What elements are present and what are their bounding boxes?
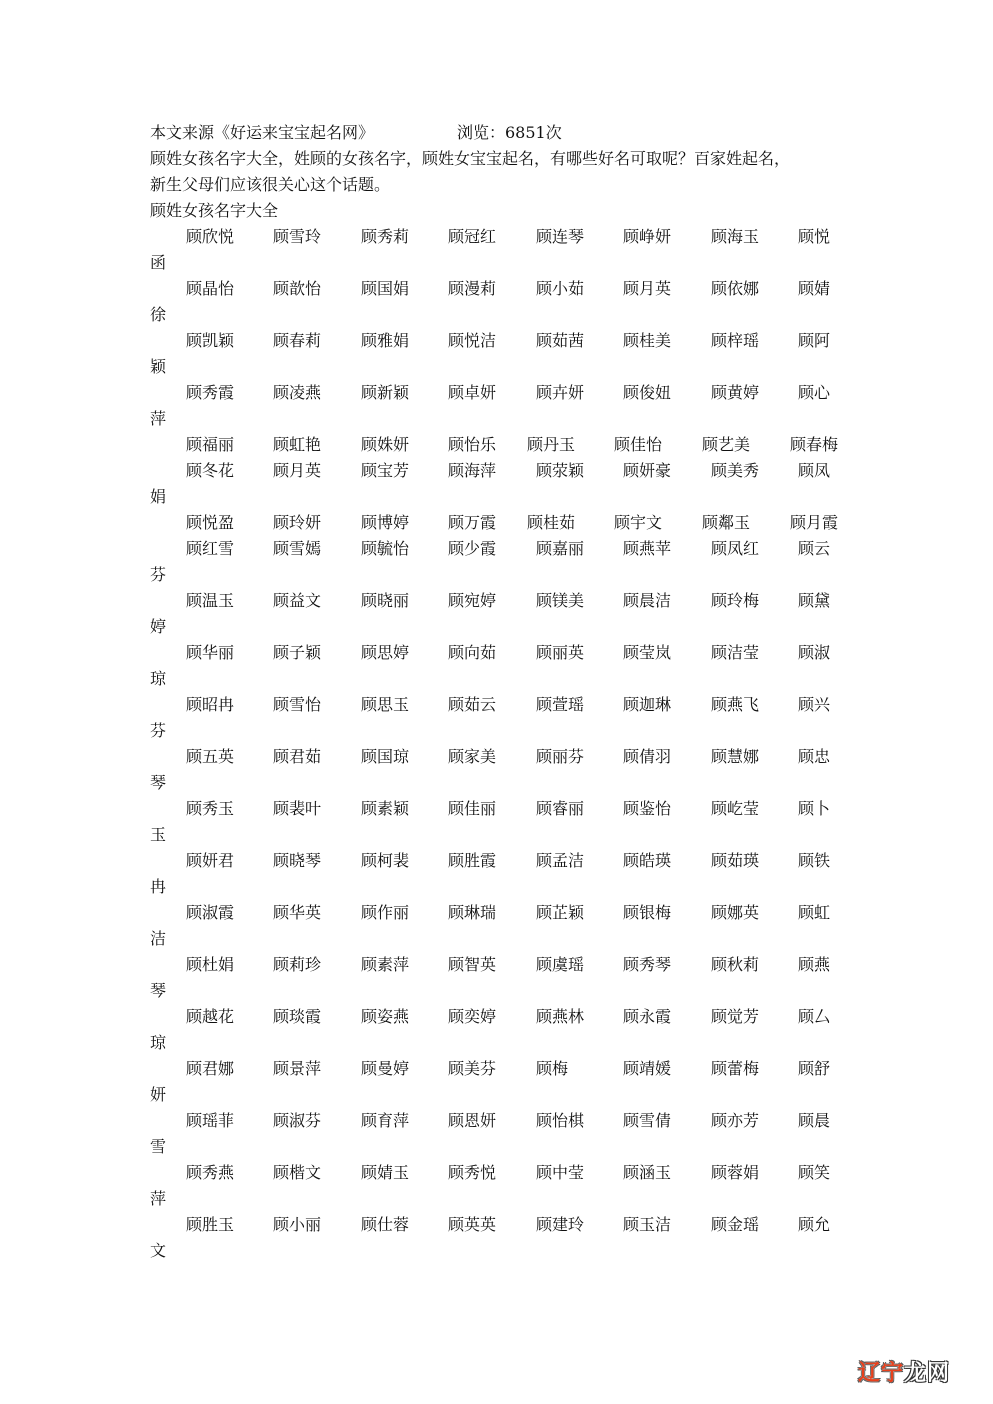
name-item: 顾雪怡 — [273, 695, 322, 714]
name-row — [0, 1160, 993, 1208]
name-row — [0, 432, 993, 458]
name-item: 顾燕琴 — [150, 955, 831, 1000]
name-item: 顾虹艳 — [273, 435, 322, 454]
name-item: 顾子颖 — [273, 643, 322, 662]
name-item: 顾允文 — [150, 1215, 831, 1260]
name-item: 顾鄰玉 — [702, 513, 751, 532]
name-item: 顾昭冉 — [186, 695, 235, 714]
name-item: 顾丹玉 — [527, 435, 576, 454]
name-item: 顾屹莹 — [711, 799, 760, 818]
name-item: 顾晓琴 — [273, 851, 322, 870]
name-item: 顾淑琼 — [150, 643, 831, 688]
name-item: 顾孟洁 — [536, 851, 585, 870]
name-item: 顾冠红 — [448, 227, 497, 246]
name-item: 顾奕婷 — [448, 1007, 497, 1026]
name-item: 顾思玉 — [361, 695, 410, 714]
name-item: 顾玲妍 — [273, 513, 322, 532]
name-item: 顾桂美 — [623, 331, 672, 350]
name-item: 顾小丽 — [273, 1215, 322, 1234]
name-row — [0, 588, 993, 636]
name-item: 顾仕蓉 — [361, 1215, 410, 1234]
name-item: 顾镁美 — [536, 591, 585, 610]
name-row — [0, 380, 993, 428]
name-item: 顾杜娟 — [186, 955, 235, 974]
name-item: 顾凤娟 — [150, 461, 831, 506]
section-title: 顾姓女孩名字大全 — [150, 201, 279, 220]
name-row — [0, 536, 993, 584]
view-count: 浏览：6851次 — [457, 123, 562, 142]
source-line — [150, 120, 562, 146]
name-item: 顾觉芳 — [711, 1007, 760, 1026]
name-item: 顾万霞 — [448, 513, 497, 532]
name-item: 顾悦洁 — [448, 331, 497, 350]
name-item: 顾婧徐 — [150, 279, 831, 324]
name-item: 顾恩妍 — [448, 1111, 497, 1130]
name-item: 顾燕苹 — [623, 539, 672, 558]
name-item: 顾悦盈 — [186, 513, 235, 532]
name-item: 顾毓怡 — [361, 539, 410, 558]
name-row — [0, 276, 993, 324]
name-item: 顾雪嫣 — [273, 539, 322, 558]
name-item: 顾妍豪 — [623, 461, 672, 480]
name-item: 顾虹洁 — [150, 903, 831, 948]
name-item: 顾华丽 — [186, 643, 235, 662]
name-item: 顾妍君 — [186, 851, 235, 870]
name-item: 顾玉洁 — [623, 1215, 672, 1234]
name-item: 顾云芬 — [150, 539, 831, 584]
name-item: 顾皓瑛 — [623, 851, 672, 870]
name-item: 顾佳丽 — [448, 799, 497, 818]
name-item: 顾君茹 — [273, 747, 322, 766]
name-item: 顾艺美 — [702, 435, 751, 454]
name-item: 顾秀琴 — [623, 955, 672, 974]
name-item: 顾洁莹 — [711, 643, 760, 662]
intro-line-2: 新生父母们应该很关心这个话题。 — [150, 175, 391, 194]
name-item: 顾晨雪 — [150, 1111, 831, 1156]
name-item: 顾黄婷 — [711, 383, 760, 402]
name-row — [0, 1212, 993, 1260]
name-item: 顾楷文 — [273, 1163, 322, 1182]
name-item: 顾海玉 — [711, 227, 760, 246]
name-row — [0, 952, 993, 1000]
name-item: 顾鉴怡 — [623, 799, 672, 818]
name-item: 顾婧玉 — [361, 1163, 410, 1182]
name-item: 顾雪玲 — [273, 227, 322, 246]
name-item: 顾俊妞 — [623, 383, 672, 402]
name-item: 顾春莉 — [273, 331, 322, 350]
name-item: 顾莹岚 — [623, 643, 672, 662]
name-item: 顾睿丽 — [536, 799, 585, 818]
name-item: 顾亦芳 — [711, 1111, 760, 1130]
name-item: 顾茹茜 — [536, 331, 585, 350]
name-item: 顾金瑶 — [711, 1215, 760, 1234]
name-item: 顾秀燕 — [186, 1163, 235, 1182]
name-item: 顾胜玉 — [186, 1215, 235, 1234]
name-item: 顾燕飞 — [711, 695, 760, 714]
name-item: 顾作丽 — [361, 903, 410, 922]
name-item: 顾芷颖 — [536, 903, 585, 922]
name-item: 顾晶怡 — [186, 279, 235, 298]
name-item: 顾春梅 — [790, 435, 839, 454]
name-item: 顾琳瑞 — [448, 903, 497, 922]
name-item: 顾英英 — [448, 1215, 497, 1234]
name-item: 顾越花 — [186, 1007, 235, 1026]
name-row — [0, 744, 993, 792]
name-item: 顾靖媛 — [623, 1059, 672, 1078]
name-item: 顾曼婷 — [361, 1059, 410, 1078]
name-row — [0, 848, 993, 896]
name-item: 顾黛婷 — [150, 591, 831, 636]
name-item: 顾秀悦 — [448, 1163, 497, 1182]
name-item: 顾五英 — [186, 747, 235, 766]
name-item: 顾燕林 — [536, 1007, 585, 1026]
name-item: 顾华英 — [273, 903, 322, 922]
name-item: 顾益文 — [273, 591, 322, 610]
name-item: 顾建玲 — [536, 1215, 585, 1234]
name-item: 顾笑萍 — [150, 1163, 831, 1208]
name-item: 顾梅 — [536, 1059, 569, 1078]
name-item: 顾慧娜 — [711, 747, 760, 766]
name-item: 顾凌燕 — [273, 383, 322, 402]
name-item: 顾荥颖 — [536, 461, 585, 480]
name-item: 顾国琼 — [361, 747, 410, 766]
name-item: 顾梓瑶 — [711, 331, 760, 350]
name-item: 顾怡棋 — [536, 1111, 585, 1130]
name-item: 顾福丽 — [186, 435, 235, 454]
name-row — [0, 1108, 993, 1156]
name-item: 顾倩羽 — [623, 747, 672, 766]
name-item: 顾欣悦 — [186, 227, 235, 246]
name-item: 顾素颖 — [361, 799, 410, 818]
name-item: 顾雅娟 — [361, 331, 410, 350]
name-item: 顾雪倩 — [623, 1111, 672, 1130]
name-item: 顾漫莉 — [448, 279, 497, 298]
name-item: 顾君娜 — [186, 1059, 235, 1078]
name-item: 顾晓丽 — [361, 591, 410, 610]
logo-part-1: 辽宁 — [858, 1361, 905, 1386]
name-item: 顾悦函 — [150, 227, 831, 272]
name-row — [0, 900, 993, 948]
name-item: 顾佳怡 — [614, 435, 663, 454]
name-item: 顾宝芳 — [361, 461, 410, 480]
name-item: 顾美芬 — [448, 1059, 497, 1078]
name-item: 顾怡乐 — [448, 435, 497, 454]
name-item: 顾秀霞 — [186, 383, 235, 402]
name-item: 顾裴叶 — [273, 799, 322, 818]
name-row — [0, 640, 993, 688]
name-item: 顾美秀 — [711, 461, 760, 480]
name-item: 顾萱瑶 — [536, 695, 585, 714]
name-item: 顾丽芬 — [536, 747, 585, 766]
name-row — [0, 510, 993, 536]
name-item: 顾小茹 — [536, 279, 585, 298]
name-item: 顾厶琼 — [150, 1007, 831, 1052]
name-item: 顾柯裴 — [361, 851, 410, 870]
name-row — [0, 796, 993, 844]
name-item: 顾茹瑛 — [711, 851, 760, 870]
name-item: 顾涵玉 — [623, 1163, 672, 1182]
name-item: 顾景萍 — [273, 1059, 322, 1078]
name-item: 顾瑶菲 — [186, 1111, 235, 1130]
name-item: 顾虞瑶 — [536, 955, 585, 974]
logo-part-2: 龙网 — [904, 1361, 951, 1386]
name-item: 顾兴芬 — [150, 695, 831, 740]
name-item: 顾思婷 — [361, 643, 410, 662]
name-item: 顾温玉 — [186, 591, 235, 610]
name-item: 顾莉珍 — [273, 955, 322, 974]
name-item: 顾月英 — [273, 461, 322, 480]
name-item: 顾琰霞 — [273, 1007, 322, 1026]
name-item: 顾姝妍 — [361, 435, 410, 454]
name-item: 顾永霞 — [623, 1007, 672, 1026]
name-item: 顾蕾梅 — [711, 1059, 760, 1078]
name-item: 顾淑芬 — [273, 1111, 322, 1130]
name-item: 顾铁冉 — [150, 851, 831, 896]
name-item: 顾秀玉 — [186, 799, 235, 818]
name-item: 顾茹云 — [448, 695, 497, 714]
name-item: 顾卓妍 — [448, 383, 497, 402]
name-item: 顾红雪 — [186, 539, 235, 558]
name-row — [0, 1056, 993, 1104]
name-item: 顾素萍 — [361, 955, 410, 974]
name-item: 顾秋莉 — [711, 955, 760, 974]
name-item: 顾月霞 — [790, 513, 839, 532]
name-item: 顾新颖 — [361, 383, 410, 402]
name-item: 顾中莹 — [536, 1163, 585, 1182]
name-item: 顾宇文 — [614, 513, 663, 532]
name-item: 顾育萍 — [361, 1111, 410, 1130]
name-item: 顾向茹 — [448, 643, 497, 662]
name-row — [0, 458, 993, 506]
name-item: 顾凯颖 — [186, 331, 235, 350]
name-item: 顾国娟 — [361, 279, 410, 298]
name-row — [0, 328, 993, 376]
name-item: 顾家美 — [448, 747, 497, 766]
name-item: 顾阿颖 — [150, 331, 831, 376]
name-item: 顾智英 — [448, 955, 497, 974]
name-row — [0, 692, 993, 740]
name-item: 顾娜英 — [711, 903, 760, 922]
name-item: 顾海萍 — [448, 461, 497, 480]
name-item: 顾宛婷 — [448, 591, 497, 610]
name-item: 顾凤红 — [711, 539, 760, 558]
name-item: 顾峥妍 — [623, 227, 672, 246]
name-item: 顾舒妍 — [150, 1059, 831, 1104]
name-item: 顾冬花 — [186, 461, 235, 480]
intro-line-1: 顾姓女孩名字大全，姓顾的女孩名字，顾姓女宝宝起名，有哪些好名可取呢？百家姓起名， — [150, 149, 791, 168]
name-item: 顾依娜 — [711, 279, 760, 298]
name-item: 顾胜霞 — [448, 851, 497, 870]
name-row — [0, 224, 993, 272]
name-item: 顾迦琳 — [623, 695, 672, 714]
name-item: 顾歆怡 — [273, 279, 322, 298]
name-row — [0, 1004, 993, 1052]
name-item: 顾玲梅 — [711, 591, 760, 610]
name-item: 顾博婷 — [361, 513, 410, 532]
name-item: 顾银梅 — [623, 903, 672, 922]
name-item: 顾姿燕 — [361, 1007, 410, 1026]
name-item: 顾月英 — [623, 279, 672, 298]
name-item: 顾嘉丽 — [536, 539, 585, 558]
name-item: 顾少霞 — [448, 539, 497, 558]
name-item: 顾淑霞 — [186, 903, 235, 922]
name-item: 顾连琴 — [536, 227, 585, 246]
name-item: 顾忠琴 — [150, 747, 831, 792]
name-item: 顾卉妍 — [536, 383, 585, 402]
name-item: 顾桂茹 — [527, 513, 576, 532]
name-item: 顾晨洁 — [623, 591, 672, 610]
source-text: 本文来源《好运来宝宝起名网》 — [150, 123, 375, 142]
name-item: 顾秀莉 — [361, 227, 410, 246]
name-item: 顾蓉娟 — [711, 1163, 760, 1182]
watermark-logo — [858, 1356, 950, 1387]
name-item: 顾丽英 — [536, 643, 585, 662]
name-item: 顾心萍 — [150, 383, 831, 428]
name-item: 顾卜玉 — [150, 799, 831, 844]
